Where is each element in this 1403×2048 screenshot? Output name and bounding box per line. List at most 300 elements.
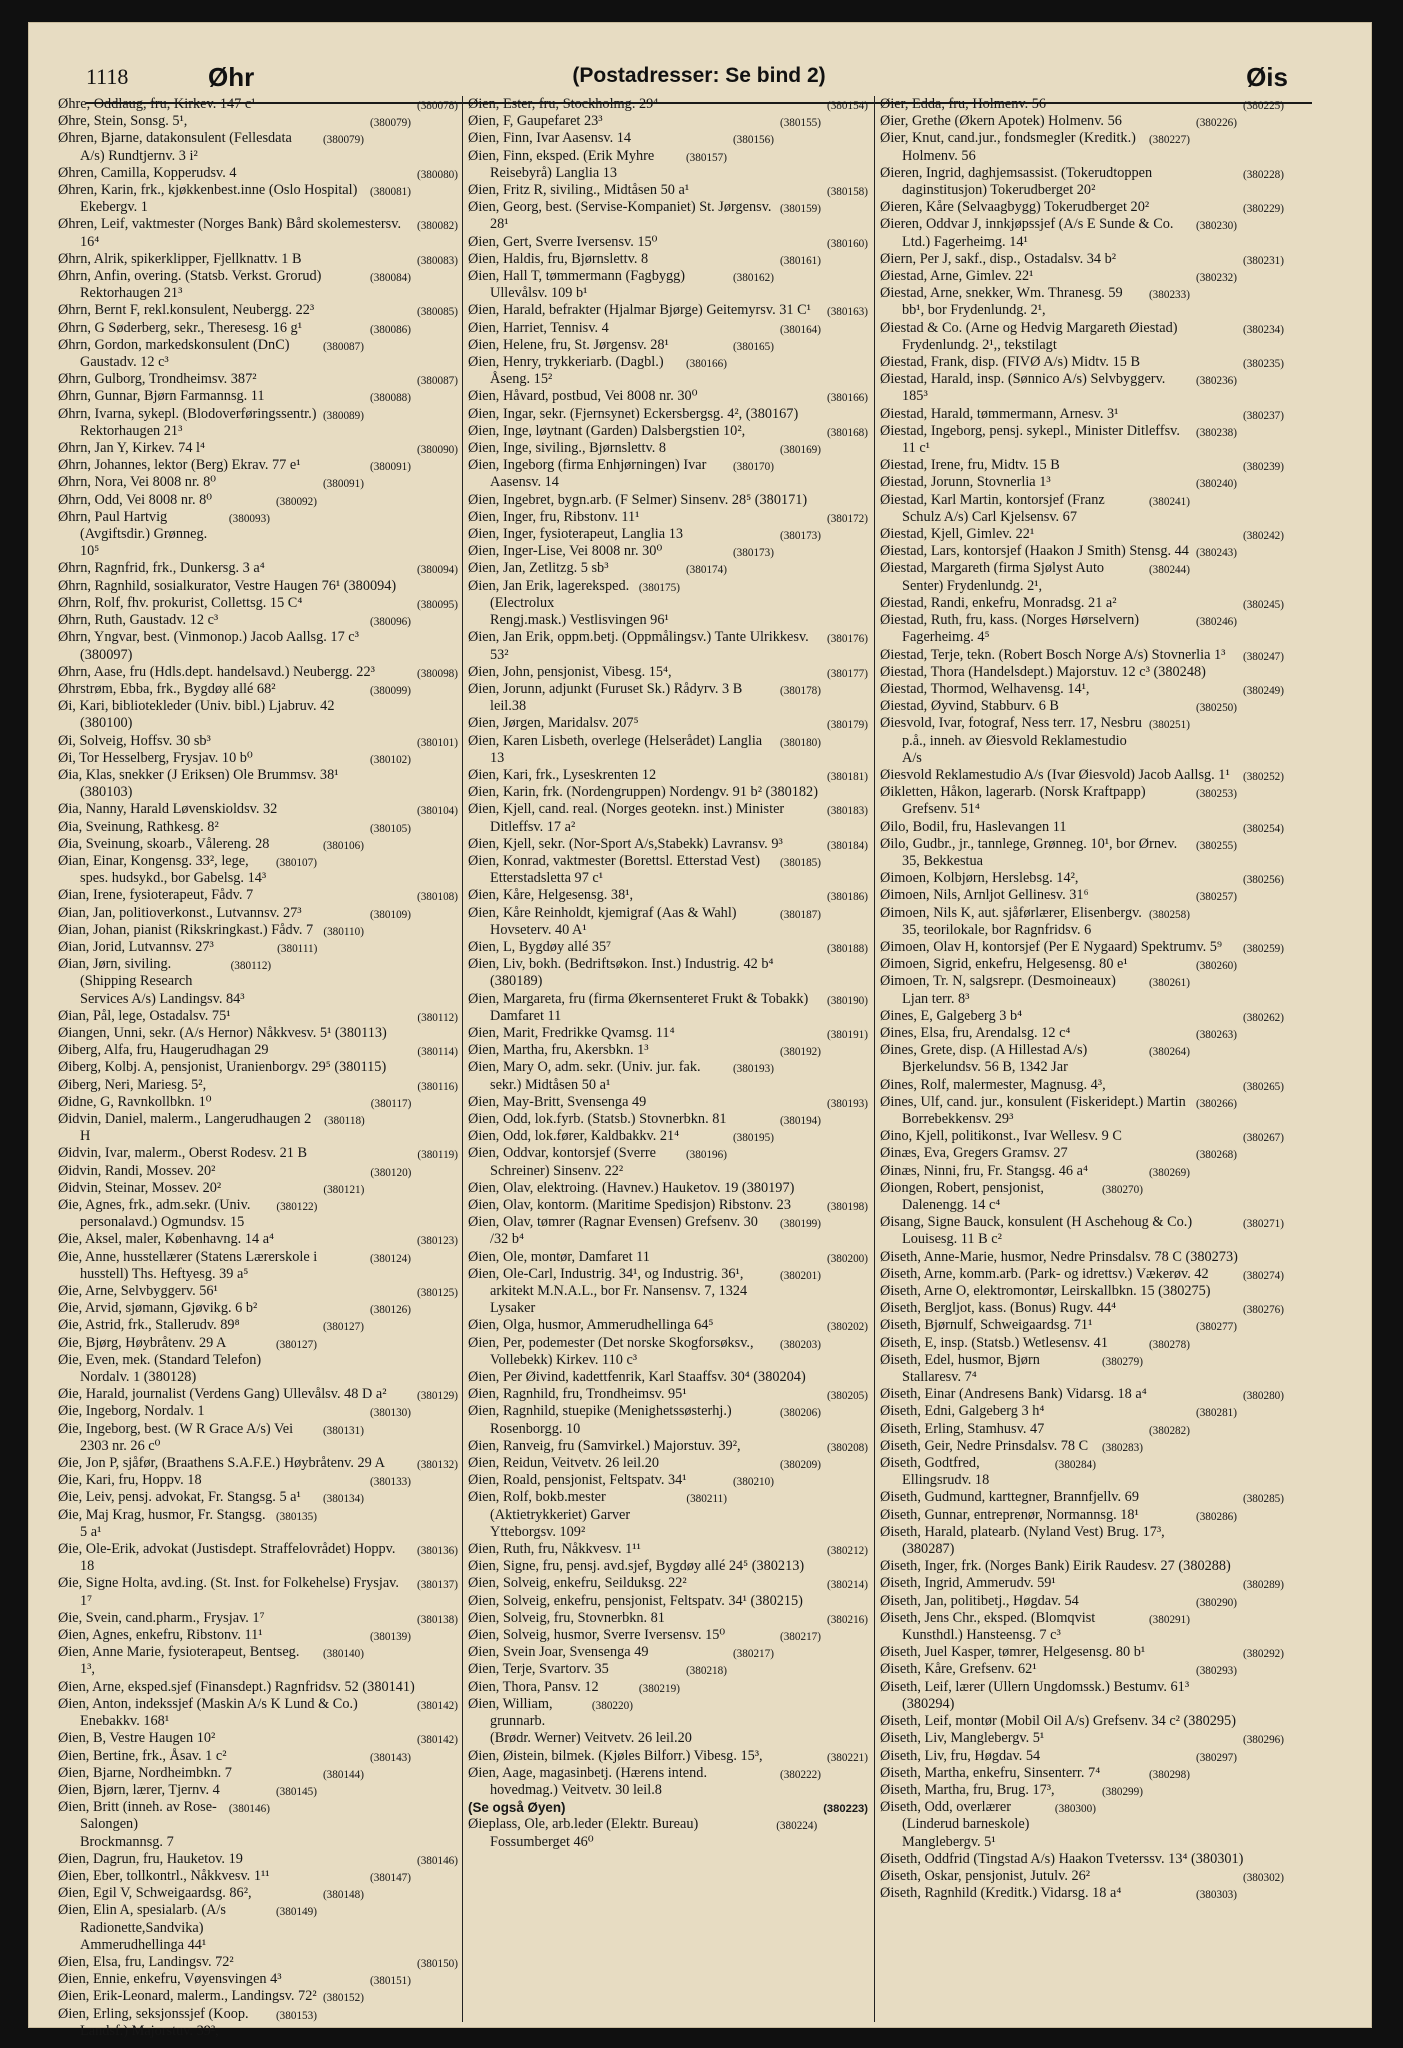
entry-text: Øien, Henry, trykkeriarb. (Dagbl.) Åseng. 15² xyxy=(468,354,664,388)
entry-text: Øiestad & Co. (Arne og Hedvig Margareth Øiestad) Frydenlundg. 2¹,, tekstilagt xyxy=(880,319,1178,353)
entry-text: Øien, Ole, montør, Damfaret 11 xyxy=(468,1248,650,1265)
directory-entry xyxy=(880,526,1284,543)
directory-entry xyxy=(58,1249,458,1283)
entry-phone-number: (380091) xyxy=(369,461,411,474)
entry-phone-number: (380118) xyxy=(324,1114,365,1127)
entry-phone-number: (380265) xyxy=(1242,1080,1284,1093)
directory-entry xyxy=(58,887,458,904)
directory-entry xyxy=(58,371,458,388)
entry-text: Øiangen, Unni, sekr. (A/s Hernor) Nåkkvesv. 5¹ (380113) xyxy=(58,1024,387,1041)
directory-entry xyxy=(58,681,458,698)
directory-entry xyxy=(58,1180,458,1197)
directory-entry xyxy=(58,1094,458,1111)
entry-phone-number: (380154) xyxy=(826,100,868,112)
directory-entry xyxy=(58,1799,458,1851)
directory-entry xyxy=(880,1507,1284,1524)
directory-entry xyxy=(468,388,868,405)
entry-text: Øiseth, Juel Kasper, tømrer, Helgesensg. 80 b¹ xyxy=(880,1644,1146,1661)
entry-text: Øien, Bjørn, lærer, Tjernv. 4 xyxy=(58,1781,220,1798)
directory-entry xyxy=(880,1421,1284,1438)
directory-entry xyxy=(468,96,868,113)
entry-text: Øien, Inger, fysioterapeut, Langlia 13 xyxy=(468,526,683,543)
directory-entry xyxy=(880,1077,1284,1094)
entry-phone-number: (380217) xyxy=(732,1648,774,1661)
directory-entry xyxy=(58,1730,458,1747)
entry-text: Øien, Håvard, postbud, Vei 8008 nr. 30⁰ xyxy=(468,388,698,405)
entry-phone-number: (380191) xyxy=(826,1028,868,1041)
entry-text: Øiseth, Liv, fru, Høgdav. 54 xyxy=(880,1747,1041,1764)
entry-text: Øie, Signe Holta, avd.ing. (St. Inst. for Folkehelse) Frysjav. 1⁷ xyxy=(58,1575,399,1609)
entry-text: Øien, Ester, fru, Stockholmg. 29⁴ xyxy=(468,96,659,112)
entry-text: Øiestad, Kjell, Gimlev. 22¹ xyxy=(880,526,1035,543)
directory-entry xyxy=(468,1627,868,1644)
directory-entry xyxy=(880,1713,1284,1730)
entry-text: Øien, Jørgen, Maridalsv. 207⁵ xyxy=(468,715,639,732)
entry-text: Øiseth, Liv, Manglebergv. 5¹ xyxy=(880,1730,1045,1747)
entry-text: Øinæs, Ninni, fru, Fr. Stangsg. 46 a⁴ xyxy=(880,1162,1088,1179)
entry-text: Øien, Jan Erik, lagereksped. (Electrolux Rengj.mask.) Vestlisvingen 96¹ xyxy=(468,577,669,629)
directory-entry xyxy=(880,320,1284,354)
directory-entry xyxy=(880,1748,1284,1765)
directory-entry xyxy=(468,1145,868,1179)
entry-text: Øhre, Oddlaug, fru, Kirkev. 147 c¹ xyxy=(58,96,256,112)
entry-text: Øiseth, Jens Chr., eksped. (Blomqvist Kunsthdl.) Hansteensg. 7 c³ xyxy=(880,1609,1096,1644)
directory-entry xyxy=(468,1748,868,1765)
entry-phone-number: (380087) xyxy=(322,340,364,353)
directory-entry xyxy=(58,1352,458,1386)
entry-phone-number: (380079) xyxy=(369,117,411,130)
directory-entry xyxy=(880,1868,1284,1885)
entry-phone-number: (380111) xyxy=(277,942,318,955)
entry-text: Øiseth, Godtfred, Ellingsrudv. 18 xyxy=(880,1455,990,1489)
entry-text: Øiseth, Bjørnulf, Schweigaardsg. 71¹ xyxy=(880,1317,1093,1334)
entry-text: Øian, Jan, politioverkonst., Lutvannsv. 27³ xyxy=(58,904,302,921)
entry-phone-number: (380173) xyxy=(732,547,774,560)
directory-entry xyxy=(58,1765,458,1782)
directory-entry xyxy=(880,1455,1284,1489)
directory-entry xyxy=(880,130,1284,164)
entry-text: Øimoen, Olav H, kontorsjef (Per E Nygaard) Spektrumv. 5⁹ xyxy=(880,938,1222,955)
entry-phone-number: (380116) xyxy=(417,1080,458,1093)
entry-phone-number: (380147) xyxy=(369,1871,411,1884)
directory-entry xyxy=(58,1042,458,1059)
entry-text: Øien, Anne Marie, fysioterapeut, Bentseg. 1³, xyxy=(58,1644,300,1678)
directory-entry xyxy=(880,1782,1284,1799)
directory-entry xyxy=(468,853,868,887)
entry-text: Øines, Rolf, malermester, Magnusg. 4³, xyxy=(880,1076,1106,1093)
entry-text: Øiseth, Anne-Marie, husmor, Nedre Prinsdalsv. 78 C (380273) xyxy=(880,1248,1238,1265)
directory-entry xyxy=(468,251,868,268)
directory-entry xyxy=(880,612,1284,646)
directory-entry xyxy=(880,1300,1284,1317)
entry-text: Øia, Klas, snekker (J Eriksen) Ole Brummsv. 38¹ (380103) xyxy=(58,766,339,801)
directory-entry xyxy=(58,1317,458,1334)
entry-phone-number: (380285) xyxy=(1242,1493,1284,1506)
entry-phone-number: (380241) xyxy=(1148,495,1190,508)
directory-entry xyxy=(468,1661,868,1678)
directory-entry xyxy=(880,492,1284,526)
entry-text: Øien, William, grunnarb. (Brødr. Werner) Veitvetv. 26 leil.20 xyxy=(468,1695,692,1747)
entry-phone-number: (380162) xyxy=(732,272,774,285)
entry-text: Øien, B, Vestre Haugen 10² xyxy=(58,1730,216,1747)
directory-entry xyxy=(880,406,1284,423)
directory-entry xyxy=(880,216,1284,250)
entry-phone-number: (380174) xyxy=(685,564,727,577)
entry-phone-number: (380172) xyxy=(826,512,868,525)
entry-phone-number: (380256) xyxy=(1242,874,1284,887)
entry-text: Øian, Pål, lege, Ostadalsv. 75¹ xyxy=(58,1007,231,1024)
entry-text: Øiseth, Harald, platearb. (Nyland Vest) Brug. 17³, (380287) xyxy=(880,1523,1165,1558)
directory-entry xyxy=(58,1386,458,1403)
entry-text: Øhrn, Yngvar, best. (Vinmonop.) Jacob Aallsg. 17 c³ (380097) xyxy=(58,629,359,663)
entry-text: Øimoen, Kolbjørn, Herslebsg. 14², xyxy=(880,870,1079,887)
directory-entry xyxy=(468,1438,868,1455)
entry-phone-number: (380190) xyxy=(826,994,868,1007)
entry-phone-number: (380195) xyxy=(732,1132,774,1145)
entry-phone-number: (380218) xyxy=(685,1665,727,1678)
first-entry-guide-word: Øhr xyxy=(208,62,255,92)
entry-phone-number: (380259) xyxy=(1242,942,1284,955)
directory-entry xyxy=(468,1317,868,1334)
entry-phone-number: (380302) xyxy=(1242,1871,1284,1884)
entry-phone-number: (380135) xyxy=(275,1510,317,1523)
directory-entry xyxy=(880,1025,1284,1042)
directory-entry xyxy=(58,1679,458,1696)
directory-entry xyxy=(880,165,1284,199)
directory-entry xyxy=(58,216,458,250)
directory-entry xyxy=(880,268,1284,285)
entry-text: Øien, L, Bygdøy allé 35⁷ xyxy=(468,938,612,955)
entry-text: Øien, Bertine, frk., Åsav. 1 c² xyxy=(58,1747,227,1764)
entry-phone-number: (380175) xyxy=(638,581,680,594)
entry-phone-number: (380192) xyxy=(779,1046,821,1059)
entry-phone-number: (380184) xyxy=(826,839,868,852)
entry-phone-number: (380203) xyxy=(779,1338,821,1351)
directory-entry xyxy=(468,939,868,956)
entry-phone-number: (380166) xyxy=(685,358,727,371)
entry-text: Øien, Solveig, enkefru, pensjonist, Feltspatv. 34¹ (380215) xyxy=(468,1592,803,1609)
entry-phone-number: (380176) xyxy=(826,633,868,646)
entry-phone-number: (380193) xyxy=(732,1063,774,1076)
entry-phone-number: (380166) xyxy=(826,392,868,405)
entry-phone-number: (380222) xyxy=(779,1768,821,1781)
entry-phone-number: (380091) xyxy=(322,478,364,491)
entry-phone-number: (380283) xyxy=(1101,1441,1143,1454)
entry-text: Øimoen, Tr. N, salgsrepr. (Desmoineaux) Ljan terr. 8³ xyxy=(880,973,1116,1007)
entry-phone-number: (380155) xyxy=(779,117,821,130)
listing-column-1 xyxy=(58,96,458,2039)
entry-phone-number: (380168) xyxy=(826,426,868,439)
directory-entry xyxy=(880,354,1284,371)
directory-entry xyxy=(880,939,1284,956)
entry-phone-number: (380253) xyxy=(1195,788,1237,801)
entry-text: Øien, Kåre, Helgesensg. 38¹, xyxy=(468,887,634,904)
directory-entry xyxy=(468,148,868,182)
entry-text: Øian, Irene, fysioterapeut, Fådv. 7 xyxy=(58,887,254,904)
directory-entry xyxy=(468,526,868,543)
entry-text: Øhrn, Ragnhild, sosialkurator, Vestre Haugen 76¹ (380094) xyxy=(58,577,397,594)
entry-phone-number: (380261) xyxy=(1148,977,1190,990)
entry-text: Øien, Kjell, sekr. (Nor-Sport A/s,Stabekk) Lavransv. 9³ xyxy=(468,835,783,852)
directory-entry xyxy=(880,1438,1284,1455)
entry-phone-number: (380219) xyxy=(638,1682,680,1695)
entry-phone-number: (380117) xyxy=(370,1097,412,1110)
directory-entry xyxy=(58,853,458,887)
entry-phone-number: (380234) xyxy=(1242,323,1284,336)
directory-entry xyxy=(468,629,868,663)
directory-entry xyxy=(58,1231,458,1248)
entry-phone-number: (380119) xyxy=(417,1149,458,1162)
directory-entry xyxy=(58,939,458,956)
entry-phone-number: (380229) xyxy=(1242,203,1284,216)
entry-phone-number: (380099) xyxy=(369,684,411,697)
entry-text: Øieren, Oddvar J, innkjøpssjef (A/s E Sunde & Co. Ltd.) Fagerheimg. 14¹ xyxy=(880,216,1174,250)
entry-text: Øie, Agnes, frk., adm.sekr. (Univ. personalavd.) Ogmundsv. 15 xyxy=(58,1197,251,1231)
entry-phone-number: (380244) xyxy=(1148,564,1190,577)
directory-entry xyxy=(468,664,868,681)
entry-phone-number: (380083) xyxy=(416,254,458,267)
entry-phone-number: (380134) xyxy=(322,1493,364,1506)
directory-entry xyxy=(468,1765,868,1799)
entry-phone-number: (380262) xyxy=(1242,1011,1284,1024)
directory-entry xyxy=(468,1180,868,1197)
entry-text: Øier, Grethe (Økern Apotek) Holmenv. 56 xyxy=(880,113,1122,130)
entry-phone-number: (380181) xyxy=(826,770,868,783)
entry-text: Øien, Terje, Svartorv. 35 xyxy=(468,1661,609,1678)
entry-text: Øien, Harriet, Tennisv. 4 xyxy=(468,319,609,336)
entry-text: Øiseth, Erling, Stamhusv. 47 xyxy=(880,1420,1045,1437)
entry-text: Øhrn, Nora, Vei 8008 nr. 8⁰ xyxy=(58,474,216,491)
directory-entry xyxy=(880,560,1284,594)
entry-phone-number: (380165) xyxy=(732,340,774,353)
column-divider xyxy=(874,96,875,2022)
directory-entry xyxy=(880,1661,1284,1678)
entry-phone-number: (380260) xyxy=(1195,960,1237,973)
entry-phone-number: (380085) xyxy=(416,306,458,319)
entry-text: Øiestad, Øyvind, Stabburv. 6 B xyxy=(880,698,1059,715)
entry-phone-number: (380276) xyxy=(1242,1304,1284,1317)
directory-entry xyxy=(880,113,1284,130)
entry-text: Øimoen, Nils, Arnljot Gellinesv. 31⁶ xyxy=(880,887,1089,904)
entry-text: Øien, Kari, frk., Lyseskrenten 12 xyxy=(468,766,657,783)
directory-entry xyxy=(58,1163,458,1180)
entry-text: Øien, Olav, kontorm. (Maritime Spedisjon) Ribstonv. 23 xyxy=(468,1197,791,1213)
directory-entry xyxy=(58,251,458,268)
entry-text: Øien, Elsa, fru, Landingsv. 72² xyxy=(58,1953,234,1970)
entry-text: Øien, Øistein, bilmek. (Kjøles Bilforr.) Vibesg. 15³, xyxy=(468,1747,763,1764)
entry-phone-number: (380239) xyxy=(1242,461,1284,474)
directory-entry xyxy=(468,543,868,560)
entry-phone-number: (380123) xyxy=(416,1235,458,1248)
directory-entry xyxy=(58,1627,458,1644)
directory-entry xyxy=(880,1266,1284,1283)
directory-entry xyxy=(58,1954,458,1971)
page-subtitle: (Postadresser: Se bind 2) xyxy=(572,64,826,87)
directory-entry xyxy=(880,819,1284,836)
entry-phone-number: (380232) xyxy=(1195,272,1237,285)
entry-text: Øieren, Kåre (Selvaagbygg) Tokerudberget 20² xyxy=(880,199,1150,216)
directory-entry xyxy=(58,165,458,182)
entry-phone-number: (380286) xyxy=(1195,1510,1237,1523)
directory-entry xyxy=(880,664,1284,681)
directory-entry xyxy=(58,509,458,561)
entry-text: Øhre, Stein, Sonsg. 5¹, xyxy=(58,113,188,130)
directory-entry xyxy=(468,801,868,835)
entry-text: Øhrn, Rolf, fhv. prokurist, Collettsg. 15 C⁴ xyxy=(58,594,303,611)
entry-phone-number: (380137) xyxy=(416,1579,458,1592)
entry-phone-number: (380080) xyxy=(416,168,458,181)
entry-text: Øie, Ole-Erik, advokat (Justisdept. Straffelovrådet) Hoppv. 18 xyxy=(58,1541,396,1575)
directory-entry xyxy=(468,406,868,423)
directory-entry xyxy=(880,681,1284,698)
entry-text: Øhrn, G Søderberg, sekr., Theresesg. 16 g¹ xyxy=(58,319,302,336)
entry-phone-number: (380082) xyxy=(416,220,458,233)
entry-phone-number: (380139) xyxy=(369,1631,411,1644)
directory-entry xyxy=(468,1403,868,1437)
directory-entry xyxy=(58,1283,458,1300)
entry-text: Øien, Inge, siviling., Bjørnslettv. 8 xyxy=(468,440,667,457)
entry-text: Øiestad, Thora (Handelsdept.) Majorstuv. 12 c³ (380248) xyxy=(880,663,1206,680)
directory-entry xyxy=(58,182,458,216)
entry-phone-number: (380122) xyxy=(276,1201,318,1213)
directory-entry xyxy=(58,1335,458,1352)
entry-text: Øhren, Karin, frk., kjøkkenbest.inne (Oslo Hospital) Ekebergv. 1 xyxy=(58,182,358,216)
directory-entry xyxy=(58,1403,458,1420)
directory-entry xyxy=(468,956,868,990)
entry-text: Øiongen, Robert, pensjonist, Dalenengg. 14 c⁴ xyxy=(880,1179,1045,1213)
entry-phone-number: (380255) xyxy=(1195,839,1237,852)
entry-text: Øino, Kjell, politikonst., Ivar Wellesv. 9 C xyxy=(880,1128,1122,1145)
entry-text: Øien, Agnes, enkefru, Ribstonv. 11¹ xyxy=(58,1627,263,1644)
entry-phone-number: (380230) xyxy=(1195,220,1237,233)
entry-text: Øhrn, Alrik, spikerklipper, Fjellknattv. 1 B xyxy=(58,250,302,267)
entry-text: Øikletten, Håkon, lagerarb. (Norsk Kraftpapp) Grefsenv. 51⁴ xyxy=(880,784,1146,818)
entry-phone-number: (380146) xyxy=(228,1803,270,1816)
entry-text: Øilo, Gudbr., jr., tannlege, Grønneg. 10¹, bor Ørnev. 35, Bekkestua xyxy=(880,835,1178,869)
entry-phone-number: (380121) xyxy=(323,1183,365,1196)
entry-text: Øiseth, Martha, enkefru, Sinsenterr. 7⁴ xyxy=(880,1764,1101,1781)
directory-entry xyxy=(58,922,458,939)
directory-entry xyxy=(880,1094,1284,1128)
entry-phone-number: (380142) xyxy=(416,1734,458,1747)
entry-text: Øiseth, Leif, lærer (Ullern Ungdomssk.) Bestumv. 61³ (380294) xyxy=(880,1678,1190,1712)
directory-entry xyxy=(58,1541,458,1575)
directory-entry xyxy=(880,1352,1284,1386)
directory-entry xyxy=(58,1507,458,1541)
entry-phone-number: (380148) xyxy=(322,1889,364,1902)
entry-phone-number: (380228) xyxy=(1242,168,1284,181)
entry-text: Øien, Ranveig, fru (Samvirkel.) Majorstuv. 39², xyxy=(468,1437,741,1454)
entry-phone-number: (380194) xyxy=(779,1114,821,1127)
entry-phone-number: (380127) xyxy=(275,1338,317,1351)
entry-phone-number: (380170) xyxy=(732,461,774,474)
entry-text: Øi, Solveig, Hoffsv. 30 sb³ xyxy=(58,732,211,749)
directory-entry xyxy=(468,457,868,491)
entry-text: Øien, Arne, eksped.sjef (Finansdept.) Ragnfridsv. 52 (380141) xyxy=(58,1678,415,1695)
entry-text: Øien, Jan, Zetlitzg. 5 sb³ xyxy=(468,560,609,577)
entry-phone-number: (380212) xyxy=(826,1545,868,1558)
entry-phone-number: (380263) xyxy=(1195,1028,1237,1041)
entry-phone-number: (380106) xyxy=(322,839,364,852)
entry-text: Øier, Edda, fru, Holmenv. 56 xyxy=(880,96,1047,112)
entry-phone-number: (380299) xyxy=(1101,1785,1143,1798)
entry-phone-number: (380093) xyxy=(228,512,270,525)
entry-text: Øiern, Per J, sakf., disp., Ostadalsv. 34 b² xyxy=(880,250,1117,267)
directory-entry xyxy=(468,509,868,526)
entry-phone-number: (380114) xyxy=(417,1046,458,1059)
entry-text: Øiseth, Ragnhild (Kreditk.) Vidarsg. 18 a⁴ xyxy=(880,1885,1122,1902)
directory-entry xyxy=(58,956,458,1008)
entry-text: Øien, Kjell, cand. real. (Norges geotekn. inst.) Minister Ditleffsv. 17 a² xyxy=(468,801,785,835)
directory-entry xyxy=(880,457,1284,474)
entry-phone-number: (380173) xyxy=(779,530,821,543)
directory-entry xyxy=(58,1988,458,2005)
directory-entry xyxy=(880,1283,1284,1300)
page-number: 1118 xyxy=(86,64,129,89)
entry-text: Øien, John, pensjonist, Vibesg. 15⁴, xyxy=(468,663,672,680)
directory-entry xyxy=(58,1145,458,1162)
directory-entry xyxy=(58,1455,458,1472)
entry-phone-number: (380202) xyxy=(826,1321,868,1334)
entry-text: Øien, Margareta, fru (firma Økernsenteret Frukt & Tobakk) Damfaret 11 xyxy=(468,990,809,1024)
directory-entry xyxy=(468,492,868,509)
entry-phone-number: (380210) xyxy=(732,1476,774,1489)
directory-entry xyxy=(58,1489,458,1506)
entry-text: Øia, Nanny, Harald Løvenskioldsv. 32 xyxy=(58,801,278,818)
entry-text: Øien, Ragnhild, fru, Trondheimsv. 95¹ xyxy=(468,1386,687,1403)
entry-phone-number: (380238) xyxy=(1195,426,1237,439)
directory-entry xyxy=(58,664,458,681)
entry-phone-number: (380096) xyxy=(369,616,411,629)
entry-phone-number: (380274) xyxy=(1242,1269,1284,1282)
entry-text: Øien, Olga, husmor, Ammerudhellinga 64⁵ xyxy=(468,1317,714,1334)
entry-text: Øien, Odd, lok.fører, Kaldbakkv. 21⁴ xyxy=(468,1128,680,1145)
entry-text: Øiseth, Oddfrid (Tingstad A/s) Haakon Tveterssv. 13⁴ (380301) xyxy=(880,1850,1244,1867)
directory-entry xyxy=(468,234,868,251)
directory-entry xyxy=(58,1421,458,1455)
entry-phone-number: (380281) xyxy=(1195,1407,1237,1420)
directory-entry xyxy=(468,905,868,939)
entry-phone-number: (380110) xyxy=(323,925,364,938)
entry-text: Øhren, Camilla, Kopperudsv. 4 xyxy=(58,164,237,181)
entry-text: Øilo, Bodil, fru, Haslevangen 11 xyxy=(880,818,1067,835)
directory-entry xyxy=(468,1214,868,1248)
entry-text: Øie, Svein, cand.pharm., Frysjav. 1⁷ xyxy=(58,1609,265,1626)
directory-entry xyxy=(880,870,1284,887)
entry-text: Øiseth, Gunnar, entreprenør, Normannsg. 18¹ xyxy=(880,1506,1139,1523)
entry-phone-number: (380249) xyxy=(1242,684,1284,697)
directory-entry xyxy=(880,1851,1284,1868)
entry-phone-number: (380303) xyxy=(1195,1889,1237,1902)
entry-text: Øhrn, Ruth, Gaustadv. 12 c³ xyxy=(58,612,219,629)
directory-entry xyxy=(58,2006,458,2040)
directory-entry xyxy=(880,973,1284,1007)
entry-phone-number: (380257) xyxy=(1195,891,1237,904)
entry-text: Øien, Haldis, fru, Bjørnslettv. 8 xyxy=(468,250,649,267)
entry-text: Øier, Knut, cand.jur., fondsmegler (Kreditk.) Holmenv. 56 xyxy=(880,130,1136,164)
entry-text: Øiestad, Irene, fru, Midtv. 15 B xyxy=(880,457,1060,474)
directory-entry xyxy=(880,371,1284,405)
directory-entry xyxy=(58,440,458,457)
entry-text: Øie, Even, mek. (Standard Telefon) Nordalv. 1 (380128) xyxy=(58,1351,262,1386)
directory-entry xyxy=(58,1077,458,1094)
entry-phone-number: (380152) xyxy=(322,1992,364,2005)
entry-text: Øie, Aksel, maler, Københavng. 14 a⁴ xyxy=(58,1231,275,1248)
entry-text: Øhrn, Ivarna, sykepl. (Blodoverføringssentr.) Rektorhaugen 21³ xyxy=(58,405,317,439)
directory-entry xyxy=(880,423,1284,457)
directory-entry xyxy=(880,1644,1284,1661)
entry-phone-number: (380199) xyxy=(779,1218,821,1231)
